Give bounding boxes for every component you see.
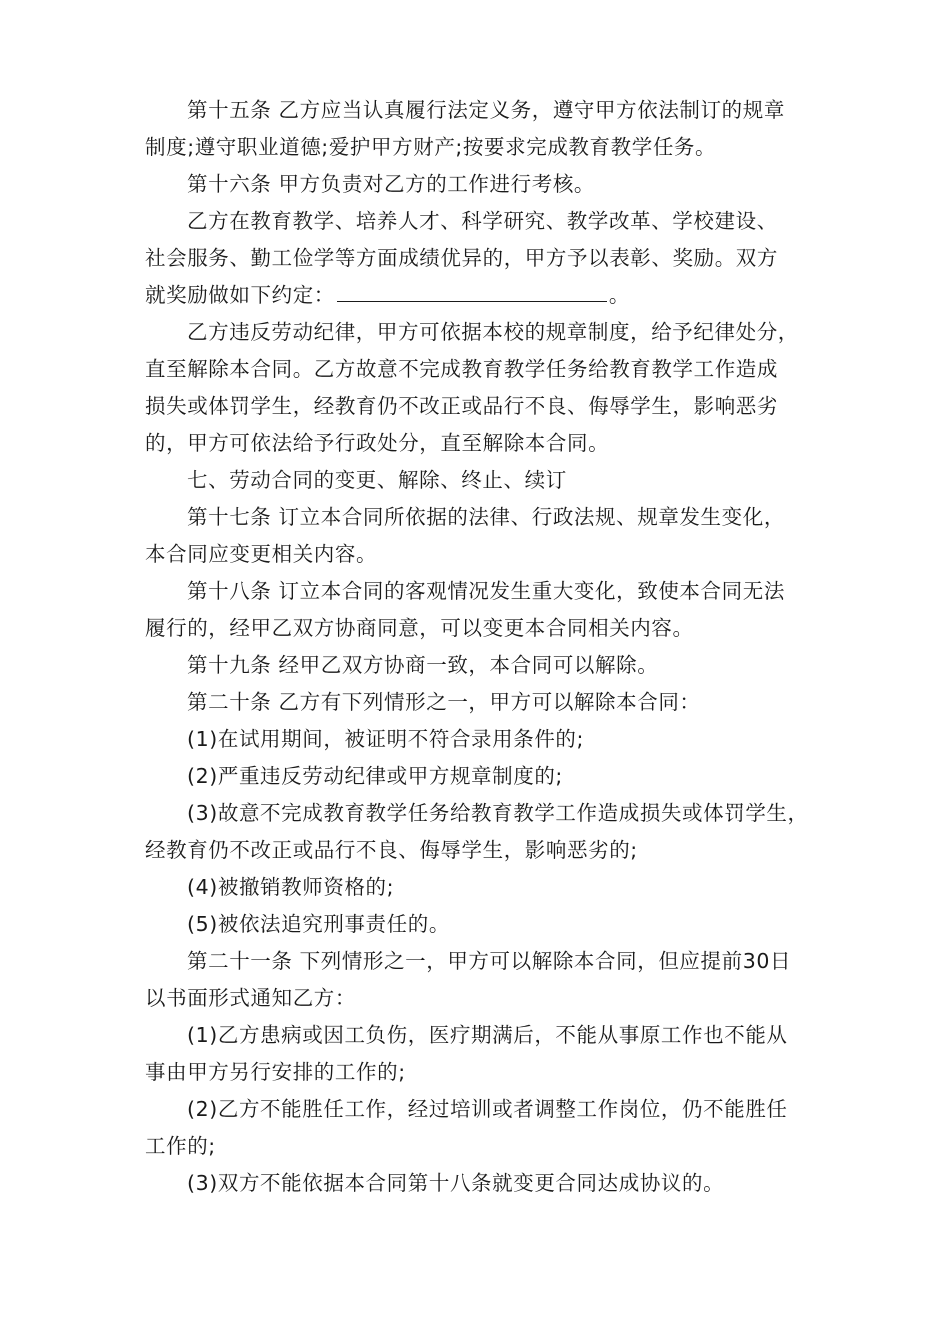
text-line: 第十五条 乙方应当认真履行法定义务，遵守甲方依法制订的规章 bbox=[187, 98, 785, 122]
list-item: (4)被撤销教师资格的; bbox=[187, 875, 395, 899]
text-line: 第二十一条 下列情形之一，甲方可以解除本合同，但应提前30日 bbox=[187, 949, 792, 973]
text-line: 本合同应变更相关内容。 bbox=[145, 542, 378, 566]
text-line: 第十九条 经甲乙双方协商一致，本合同可以解除。 bbox=[187, 653, 659, 677]
list-item: (1)乙方患病或因工负伤，医疗期满后，不能从事原工作也不能从 bbox=[187, 1023, 788, 1047]
text-line: 以书面形式通知乙方： bbox=[145, 986, 356, 1010]
text-line: 第十八条 订立本合同的客观情况发生重大变化，致使本合同无法 bbox=[187, 579, 785, 603]
list-item: (2)乙方不能胜任工作，经过培训或者调整工作岗位，仍不能胜任 bbox=[187, 1097, 788, 1121]
list-item: (3)故意不完成教育教学任务给教育教学工作造成损失或体罚学生， bbox=[187, 801, 809, 825]
list-item: (3)双方不能依据本合同第十八条就变更合同达成协议的。 bbox=[187, 1171, 725, 1195]
text-line: 直至解除本合同。乙方故意不完成教育教学任务给教育教学工作造成 bbox=[145, 357, 778, 381]
text-line-with-blank bbox=[145, 277, 817, 314]
text-line: 乙方在教育教学、培养人才、科学研究、教学改革、学校建设、 bbox=[187, 209, 778, 233]
fill-in-blank bbox=[337, 279, 607, 302]
text-line: 的，甲方可依法给予行政处分，直至解除本合同。 bbox=[145, 431, 610, 455]
text-line: 第二十条 乙方有下列情形之一，甲方可以解除本合同： bbox=[187, 690, 701, 714]
list-item: (1)在试用期间，被证明不符合录用条件的; bbox=[187, 727, 585, 751]
text-line: 损失或体罚学生，经教育仍不改正或品行不良、侮辱学生，影响恶劣 bbox=[145, 394, 778, 418]
text-line: 经教育仍不改正或品行不良、侮辱学生，影响恶劣的; bbox=[145, 838, 638, 862]
text-line: 事由甲方另行安排的工作的; bbox=[145, 1060, 406, 1084]
text-line: 第十七条 订立本合同所依据的法律、行政法规、规章发生变化， bbox=[187, 505, 785, 529]
section-heading: 七、劳动合同的变更、解除、终止、续订 bbox=[187, 468, 567, 492]
text-line: 社会服务、勤工俭学等方面成绩优异的，甲方予以表彰、奖励。双方 bbox=[145, 246, 778, 270]
blank-label: 就奖励做如下约定： bbox=[145, 283, 335, 307]
text-line: 制度;遵守职业道德;爱护甲方财产;按要求完成教育教学任务。 bbox=[145, 135, 717, 159]
text-line: 履行的，经甲乙双方协商同意，可以变更本合同相关内容。 bbox=[145, 616, 694, 640]
text-line: 乙方违反劳动纪律，甲方可依据本校的规章制度，给予纪律处分， bbox=[187, 320, 799, 344]
list-item: (2)严重违反劳动纪律或甲方规章制度的; bbox=[187, 764, 563, 788]
text-line: 工作的; bbox=[145, 1134, 216, 1158]
blank-suffix: 。 bbox=[608, 283, 631, 307]
document-body bbox=[145, 92, 817, 1202]
text-line: 第十六条 甲方负责对乙方的工作进行考核。 bbox=[187, 172, 596, 196]
list-item: (5)被依法追究刑事责任的。 bbox=[187, 912, 450, 936]
